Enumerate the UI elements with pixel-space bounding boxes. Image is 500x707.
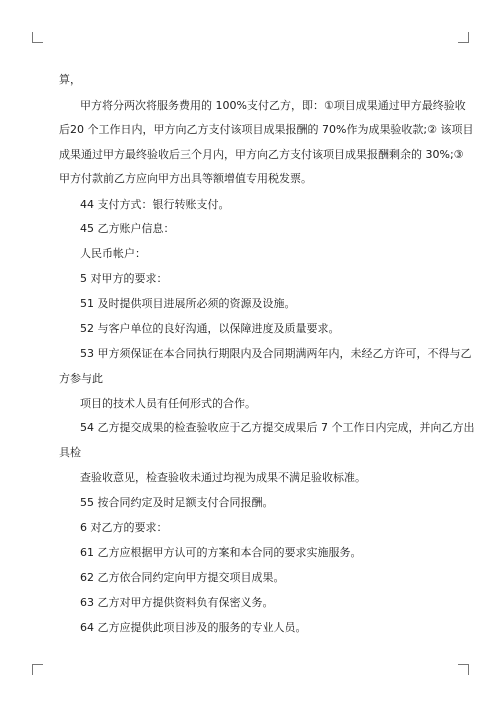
text-line: 62 乙方依合同约定向甲方提交项目成果。: [80, 571, 285, 584]
text-line: 5 对甲方的要求：: [80, 272, 168, 285]
text-line: 甲方将分两次将服务费用的 100%支付乙方，即：①项目成果通过甲方最终验收: [80, 99, 466, 112]
text-line: 44 支付方式：银行转账支付。: [80, 198, 230, 211]
text-line: 查验收意见，检查验收未通过均视为成果不满足验收标准。: [80, 471, 366, 484]
text-line: 54 乙方提交成果的检查验收应于乙方提交成果后 7 个工作日内完成，并向乙方出: [80, 421, 475, 434]
text-line: 55 按合同约定及时足额支付合同报酬。: [80, 496, 274, 509]
page-corner-mark-top-left: [32, 32, 43, 43]
text-line: 51 及时提供项目进展所必须的资源及设施。: [80, 297, 296, 310]
text-line: 45 乙方账户信息：: [80, 222, 175, 235]
page-corner-mark-bottom-right: [458, 664, 469, 675]
text-line: 成果通过甲方最终验收后三个月内，甲方向乙方支付该项目成果报酬剩余的 30%;③: [59, 148, 464, 161]
text-line: 甲方付款前乙方应向甲方出具等额增值专用税发票。: [59, 172, 312, 185]
text-line: 后20 个工作日内，甲方向乙方支付该项目成果报酬的 70%作为成果验收款;② 该项目: [59, 123, 474, 136]
text-line: 项目的技术人员有任何形式的合作。: [80, 397, 256, 410]
text-line: 6 对乙方的要求：: [80, 521, 168, 534]
text-line: 53 甲方须保证在本合同执行期限内及合同期满两年内，未经乙方许可，不得与乙: [80, 347, 472, 360]
page-corner-mark-bottom-left: [32, 664, 43, 675]
text-line: 人民币帐户：: [80, 247, 146, 260]
text-line: 52 与客户单位的良好沟通，以保障进度及质量要求。: [80, 322, 340, 335]
page-corner-mark-top-right: [458, 32, 469, 43]
text-line: 63 乙方对甲方提供资料负有保密义务。: [80, 596, 274, 609]
text-line: 64 乙方应提供此项目涉及的服务的专业人员。: [80, 621, 307, 634]
text-line: 方参与此: [59, 372, 103, 385]
text-line: 61 乙方应根据甲方认可的方案和本合同的要求实施服务。: [80, 546, 362, 559]
text-line: 具检: [59, 446, 81, 459]
text-line: 算，: [59, 73, 81, 86]
